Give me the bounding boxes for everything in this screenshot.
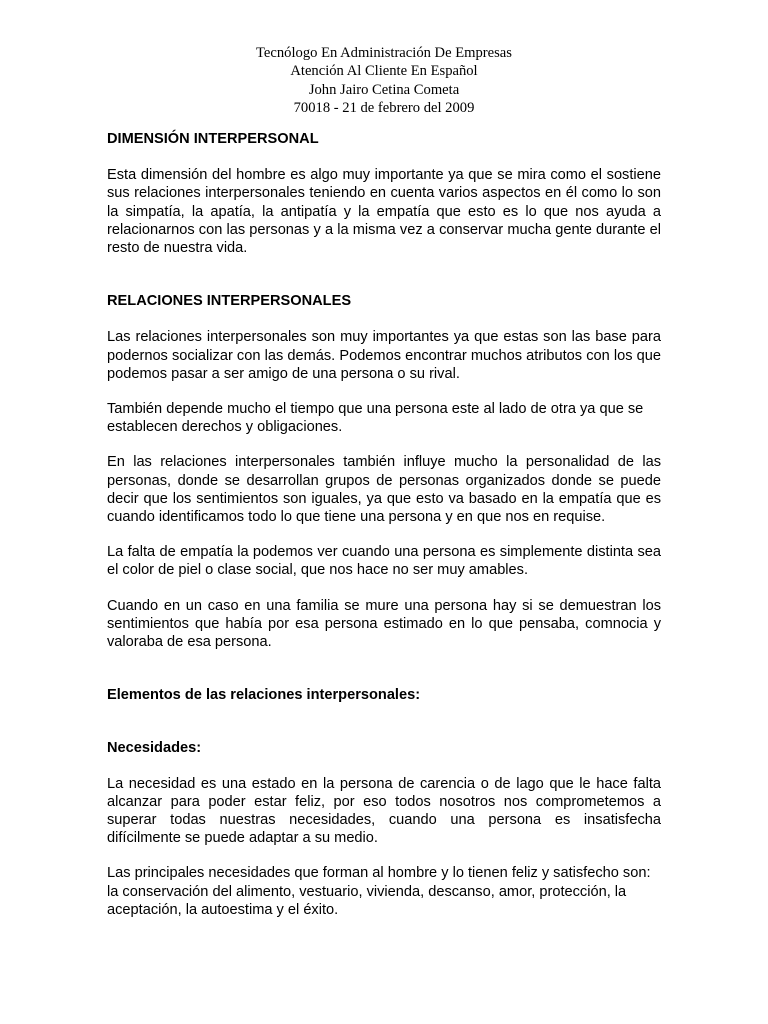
document-header bbox=[0, 44, 768, 118]
section-heading-elementos: Elementos de las relaciones interpersonales: bbox=[107, 687, 421, 704]
paragraph-relaciones-1: Las relaciones interpersonales son muy importantes ya que estas son las base para podernos socializar con las demás. Podemos encontrar muchos atributos con los que podemos pasar a ser amigo de una persona o su rival. bbox=[107, 329, 661, 382]
section-heading-dimension: DIMENSIÓN INTERPERSONAL bbox=[107, 131, 319, 147]
paragraph-necesidades-1: La necesidad es una estado en la persona de carencia o de lago que le hace falta alcanzar para poder estar feliz, por eso todos nosotros nos comprometemos a superar todas nuestras necesidades, cuando una persona es insatisfecha difícilmente se puede adaptar a su medio. bbox=[107, 775, 661, 847]
paragraph-relaciones-5: Cuando en un caso en una familia se mure una persona hay si se demuestran los sentimientos que había por esa persona estimado en lo que pensaba, comnocia y valoraba de esa persona. bbox=[107, 597, 661, 651]
paragraph-relaciones-4: La falta de empatía la podemos ver cuando una persona es simplemente distinta sea el color de piel o clase social, que nos hace no ser muy amables. bbox=[107, 544, 661, 579]
header-author-line: John Jairo Cetina Cometa bbox=[308, 81, 460, 98]
paragraph-necesidades-2: Las principales necesidades que forman al hombre y lo tienen feliz y satisfecho son: la conservación del alimento, vestuario, vivienda, descanso, amor, protección, la aceptación, la autoestima y el éxito. bbox=[107, 865, 651, 918]
header-date-line: 70018 - 21 de febrero del 2009 bbox=[293, 100, 475, 117]
document-body bbox=[107, 130, 661, 919]
header-program-line: Tecnólogo En Administración De Empresas bbox=[256, 45, 512, 61]
paragraph-relaciones-3: En las relaciones interpersonales también influye mucho la personalidad de las personas, donde se desarrollan grupos de personas organizados donde se puede decir que los sentimientos son iguales, ya que esto va basado en la empatía que es cuando identificamos todo lo que tiene una persona y en que nos en requise. bbox=[107, 454, 661, 526]
paragraph-relaciones-2: También depende mucho el tiempo que una persona este al lado de otra ya que se establecen derechos y obligaciones. bbox=[107, 401, 644, 436]
section-heading-relaciones: RELACIONES INTERPERSONALES bbox=[107, 293, 352, 310]
header-course-line: Atención Al Cliente En Español bbox=[290, 63, 478, 80]
paragraph-dimension: Esta dimensión del hombre es algo muy importante ya que se mira como el sostiene sus relaciones interpersonales teniendo en cuenta varios aspectos en él como lo son la simpatía, la apatía, la antipatía y la empatía que esto es lo que nos ayuda a relacionarnos con las personas y a la misma vez a conservar mucha gente durante el resto de nuestra vida. bbox=[107, 167, 661, 257]
section-heading-necesidades: Necesidades: bbox=[107, 740, 202, 757]
